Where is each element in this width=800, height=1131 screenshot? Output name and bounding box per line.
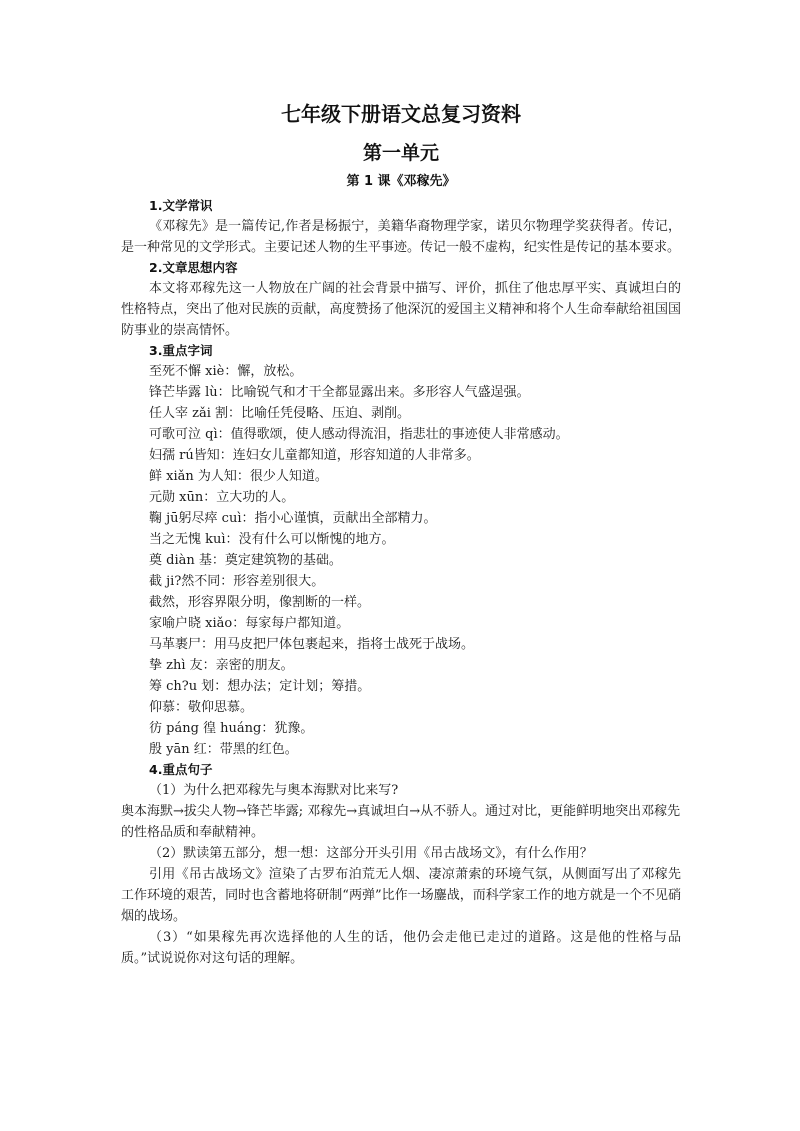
section-heading-key-sentences: 4.重点句子 — [149, 762, 213, 777]
vocab-item: 彷 páng 徨 huáng：犹豫。 — [149, 721, 314, 736]
vocab-item: 奠 diàn 基：奠定建筑物的基础。 — [149, 553, 342, 568]
vocab-item: 可歌可泣 qì：值得歌颂，使人感动得流泪，指悲壮的事迹使人非常感动。 — [149, 427, 569, 442]
vocab-item: 筹 ch?u 划：想办法；定计划；筹措。 — [149, 679, 371, 694]
lesson-title: 第 1 课《邓稼先》 — [346, 174, 456, 189]
section-heading-main-idea: 2.文章思想内容 — [149, 260, 238, 275]
vocab-item: 锋芒毕露 lù：比喻锐气和才干全都显露出来。多形容人气盛逞强。 — [149, 385, 530, 400]
vocab-item: 至死不懈 xiè：懈，放松。 — [149, 364, 303, 379]
question-2: （2）默读第五部分，想一想：这部分开头引用《吊古战场文》，有什么作用？ — [149, 846, 593, 861]
answer-2: 引用《吊古战场文》渲染了古罗布泊荒无人烟、凄凉萧索的环境气氛，从侧面写出了邓稼先工作环境的艰苦，同时也含蓄地将研制“两弹”比作一场鏖战，而科学家工作的地方就是一个不见硝烟的战场。 — [121, 867, 681, 924]
vocab-item: 挚 zhì 友：亲密的朋友。 — [149, 658, 294, 673]
vocab-item: 元勋 xūn：立大功的人。 — [149, 490, 295, 505]
unit-title: 第一单元 — [362, 142, 439, 164]
vocab-item: 家喻户晓 xiǎo：每家每户都知道。 — [149, 616, 350, 631]
vocab-item: 截 ji?然不同：形容差别很大。 — [149, 574, 325, 589]
vocab-item: 鲜 xiǎn 为人知：很少人知道。 — [149, 469, 328, 484]
vocab-item: 马革裹尸：用马皮把尸体包裹起来，指将士战死于战场。 — [149, 637, 475, 652]
section-heading-literary-knowledge: 1.文学常识 — [149, 198, 213, 213]
paragraph-main-idea: 本文将邓稼先这一人物放在广阔的社会背景中描写、评价，抓住了他忠厚平实、真诚坦白的性格特点，突出了他对民族的贡献，高度赞扬了他深沉的爱国主义精神和将个人生命奉献给祖国国防事业的崇高情怀。 — [121, 281, 681, 338]
vocab-item: 仰慕：敬仰思慕。 — [149, 700, 254, 715]
vocab-item: 截然，形容界限分明，像割断的一样。 — [149, 595, 371, 610]
document-page — [121, 100, 681, 969]
question-1: （1）为什么把邓稼先与奥本海默对比来写? — [149, 783, 399, 798]
document-title: 七年级下册语文总复习资料 — [281, 102, 521, 126]
section-heading-key-words: 3.重点字词 — [149, 343, 213, 358]
question-3: （3）“如果稼先再次选择他的人生的话，他仍会走他已走过的道路。这是他的性格与品质。”试说说你对这句话的理解。 — [121, 930, 681, 966]
vocab-item: 当之无愧 kuì：没有什么可以惭愧的地方。 — [149, 532, 395, 547]
answer-1: 奥本海默→拔尖人物→锋芒毕露; 邓稼先→真诚坦白→从不骄人。通过对比，更能鲜明地突出邓稼先的性格品质和奉献精神。 — [121, 804, 681, 840]
key-words-list — [121, 361, 681, 760]
vocab-item: 殷 yān 红：带黑的红色。 — [149, 742, 298, 757]
paragraph-literary-knowledge: 《邓稼先》是一篇传记,作者是杨振宁，美籍华裔物理学家，诺贝尔物理学奖获得者。传记，是一种常见的文学形式。主要记述人物的生平事迹。传记一般不虚构，纪实性是传记的基本要求。 — [121, 219, 681, 255]
vocab-item: 任人宰 zǎi 割：比喻任凭侵略、压迫、剥削。 — [149, 406, 411, 421]
vocab-item: 鞠 jū躬尽瘁 cuì：指小心谨慎，贡献出全部精力。 — [149, 511, 437, 526]
vocab-item: 妇孺 rú皆知：连妇女儿童都知道，形容知道的人非常多。 — [149, 448, 480, 463]
